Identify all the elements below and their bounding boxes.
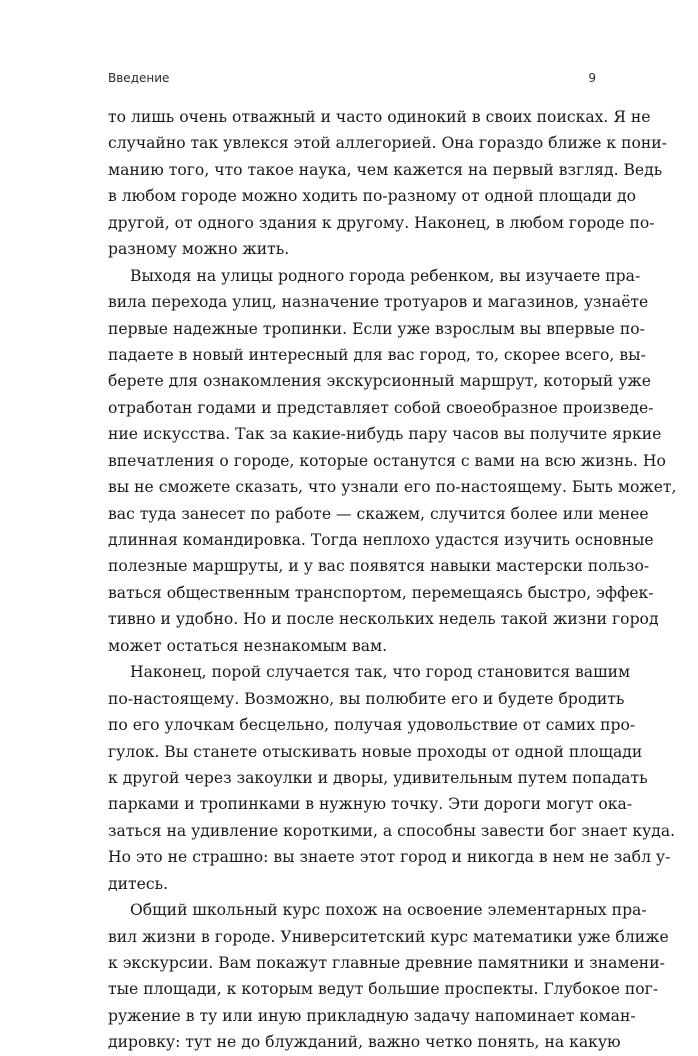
text-line: манию того, что такое наука, чем кажется на первый взгляд. Ведь	[108, 160, 663, 179]
text-line: ружение в ту или иную прикладную задачу напоминает коман-	[108, 1006, 636, 1025]
text-line: парками и тропинками в нужную точку. Эти дороги могут ока-	[108, 795, 633, 814]
body-text	[108, 104, 677, 1056]
text-line: берете для ознакомления экскурсионный маршрут, который уже	[108, 372, 651, 391]
text-line: вы не сможете сказать, что узнали его по-настоящему. Быть может,	[108, 478, 677, 497]
text-line: случайно так увлекся этой аллегорией. Она гораздо ближе к пони-	[108, 134, 667, 153]
text-line: к другой через закоулки и дворы, удивительным путем попадать	[108, 768, 648, 787]
text-line: длинная командировка. Тогда неплохо удастся изучить основные	[108, 531, 654, 549]
paragraph	[108, 659, 676, 897]
text-line: дировку: тут не до блужданий, важно четко понять, на какую	[108, 1033, 621, 1052]
text-line: по-настоящему. Возможно, вы полюбите его и будете бродить	[108, 689, 625, 708]
paragraph	[108, 897, 669, 1056]
text-line: падаете в новый интересный для вас город, то, скорее всего, вы-	[108, 345, 646, 364]
text-line: тивно и удобно. Но и после нескольких недель такой жизни город	[108, 610, 659, 629]
text-line: полезные маршруты, и у вас появятся навыки мастерски пользо-	[108, 557, 650, 576]
text-line: отработан годами и представляет собой своеобразное произведе-	[108, 398, 654, 417]
text-line: тые площади, к которым ведут большие проспекты. Глубокое пог-	[108, 980, 659, 999]
text-line: заться на удивление короткими, а способны завести бог знает куда.	[108, 821, 676, 840]
paragraph	[108, 263, 677, 660]
text-line: Общий школьный курс похож на освоение элементарных пра-	[130, 901, 647, 920]
page-number: 9	[588, 71, 596, 85]
text-line: ваться общественным транспортом, перемещаясь быстро, эффек-	[108, 583, 654, 602]
text-line: в любом городе можно ходить по-разному от одной площади до	[108, 187, 637, 206]
running-head	[108, 70, 596, 86]
text-line: другой, от одного здания к другому. Наконец, в любом городе по-	[108, 213, 655, 232]
text-line: впечатления о городе, которые останутся с вами на всю жизнь. Но	[108, 451, 666, 470]
text-line: по его улочкам бесцельно, получая удовольствие от самих про-	[108, 716, 636, 735]
text-line: Выходя на улицы родного города ребенком, вы изучаете пра-	[130, 266, 641, 285]
text-line: ние искусства. Так за какие-нибудь пару часов вы получите яркие	[108, 425, 662, 444]
text-line: дитесь.	[108, 874, 169, 893]
section-title: Введение	[108, 71, 170, 85]
text-line: гулок. Вы станете отыскивать новые проходы от одной площади	[108, 742, 643, 761]
paragraph	[108, 104, 667, 263]
text-line: вас туда занесет по работе — скажем, случится более или менее	[108, 504, 649, 523]
text-line: Но это не страшно: вы знаете этот город и никогда в нем не забл у-	[108, 848, 671, 867]
text-line: вил жизни в городе. Университетский курс математики уже ближе	[108, 927, 669, 946]
text-line: вила перехода улиц, назначение тротуаров и магазинов, узнаёте	[108, 293, 649, 312]
text-line: разному можно жить.	[108, 240, 290, 259]
text-line: может остаться незнакомым вам.	[108, 636, 388, 655]
text-line: первые надежные тропинки. Если уже взрослым вы впервые по-	[108, 319, 645, 338]
text-line: Наконец, порой случается так, что город становится вашим	[130, 663, 631, 682]
text-line: то лишь очень отважный и часто одинокий в своих поисках. Я не	[108, 108, 651, 126]
text-line: к экскурсии. Вам покажут главные древние памятники и знамени-	[108, 954, 665, 972]
